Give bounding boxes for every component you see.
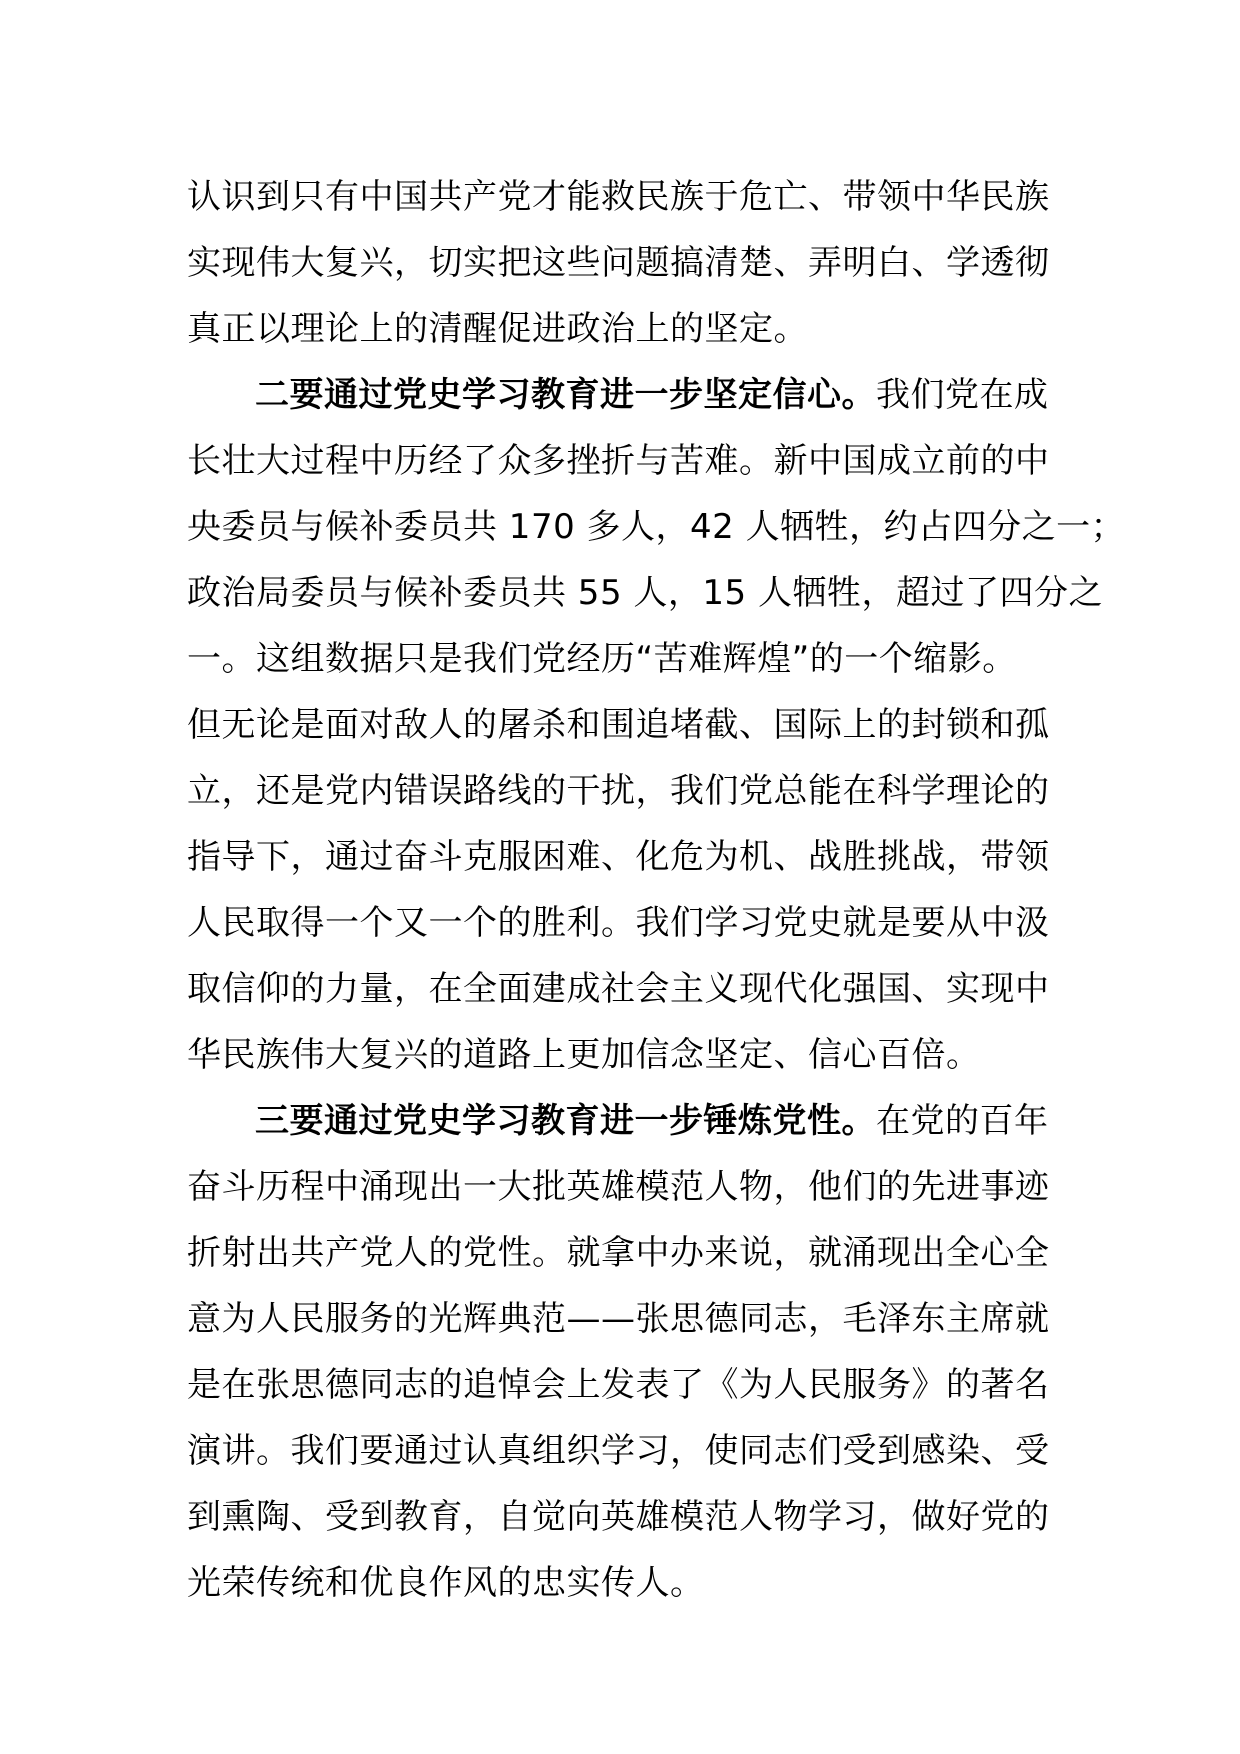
text-line: 折射出共产党人的党性。就拿中办来说，就涌现出全心全 [187,1233,1050,1273]
paragraph-1 [187,164,1067,362]
text-line: 政治局委员与候补委员共 55 人，15 人牺牲，超过了四分之 [187,573,1103,613]
text-line: 真正以理论上的清醒促进政治上的坚定。 [187,309,808,349]
text-line: 但无论是面对敌人的屠杀和围追堵截、国际上的封锁和孤 [187,705,1050,745]
text-line: 一。这组数据只是我们党经历“苦难辉煌”的一个缩影。 [187,639,1017,679]
paragraph-3 [187,1088,1067,1616]
text-line: 指导下，通过奋斗克服困难、化危为机、战胜挑战，带领 [187,837,1050,877]
text-line: 长壮大过程中历经了众多挫折与苦难。新中国成立前的中 [187,441,1050,481]
text-line: 取信仰的力量，在全面建成社会主义现代化强国、实现中 [187,969,1050,1009]
paragraph-first-line [187,362,1067,428]
text-line: 光荣传统和优良作风的忠实传人。 [187,1563,705,1603]
text-line: 立，还是党内错误路线的干扰，我们党总能在科学理论的 [187,771,1050,811]
text-line: 到熏陶、受到教育，自觉向英雄模范人物学习，做好党的 [187,1497,1050,1537]
text-line: 是在张思德同志的追悼会上发表了《为人民服务》的著名 [187,1365,1050,1405]
paragraph-heading: 二要通过党史学习教育进一步坚定信心。 [255,375,876,415]
text-line: 人民取得一个又一个的胜利。我们学习党史就是要从中汲 [187,903,1050,943]
body-text [187,164,1126,1616]
text-line: 央委员与候补委员共 170 多人，42 人牺牲，约占四分之一； [187,507,1126,547]
text-line: 演讲。我们要通过认真组织学习，使同志们受到感染、受 [187,1431,1050,1471]
text-span: 在党的百年 [876,1101,1049,1141]
text-line: 实现伟大复兴，切实把这些问题搞清楚、弄明白、学透彻 [187,243,1050,283]
paragraph-2 [187,362,1126,1088]
text-line: 华民族伟大复兴的道路上更加信念坚定、信心百倍。 [187,1035,981,1075]
paragraph-first-line [187,1088,1067,1154]
text-line: 意为人民服务的光辉典范——张思德同志，毛泽东主席就 [187,1299,1050,1339]
text-line: 认识到只有中国共产党才能救民族于危亡、带领中华民族 [187,177,1050,217]
text-span: 我们党在成 [876,375,1049,415]
paragraph-heading: 三要通过党史学习教育进一步锤炼党性。 [255,1101,876,1141]
text-line: 奋斗历程中涌现出一大批英雄模范人物，他们的先进事迹 [187,1167,1050,1207]
